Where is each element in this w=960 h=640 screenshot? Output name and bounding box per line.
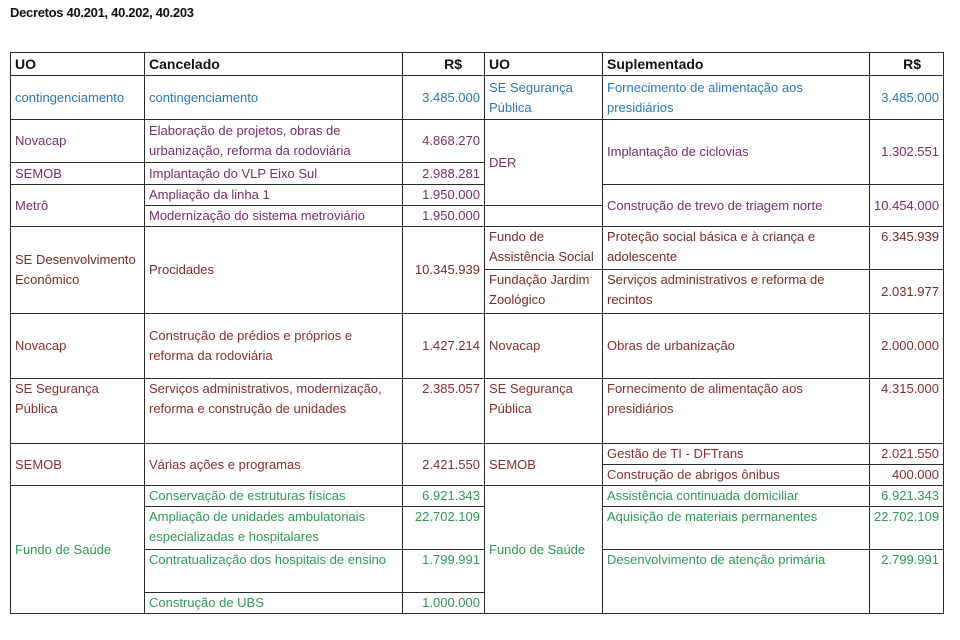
value-cell: 1.302.551	[870, 120, 944, 185]
header-cancelado: Cancelado	[145, 53, 403, 76]
cancelado-cell: Várias ações e programas	[145, 444, 403, 486]
cancelado-cell: Implantação do VLP Eixo Sul	[145, 163, 403, 185]
value-cell: 4.868.270	[403, 120, 485, 163]
header-uo-left: UO	[11, 53, 145, 76]
suplementado-cell: Fornecimento de alimentação aos presidiários	[603, 379, 870, 444]
page-title: Decretos 40.201, 40.202, 40.203	[10, 5, 194, 20]
uo-cell: Metrô	[11, 185, 145, 227]
table-row	[11, 76, 944, 120]
suplementado-cell: Proteção social básica e à criança e adolescente	[603, 227, 870, 270]
header-rs-left: R$	[403, 53, 485, 76]
value-cell: 4.315.000	[870, 379, 944, 444]
uo-cell: SEMOB	[485, 444, 603, 486]
cancelado-cell: Modernização do sistema metroviário	[145, 206, 403, 227]
uo-cell: Fundo de Saúde	[485, 486, 603, 614]
cancelado-cell: contingenciamento	[145, 76, 403, 120]
value-cell: 3.485.000	[870, 76, 944, 120]
table-row	[11, 507, 944, 550]
suplementado-cell: Aquisição de materiais permanentes	[603, 507, 870, 550]
suplementado-cell: Construção de abrigos ônibus	[603, 465, 870, 486]
value-cell: 2.000.000	[870, 314, 944, 379]
value-cell: 2.799.991	[870, 550, 944, 614]
cancelado-cell: Elaboração de projetos, obras de urbanização, reforma da rodoviária	[145, 120, 403, 163]
value-cell: 22.702.109	[403, 507, 485, 550]
value-cell: 6.921.343	[403, 486, 485, 507]
table-row	[11, 379, 944, 444]
cancelado-cell: Procidades	[145, 227, 403, 314]
value-cell: 1.950.000	[403, 206, 485, 227]
cancelado-cell: Serviços administrativos, modernização, reforma e construção de unidades	[145, 379, 403, 444]
value-cell: 2.421.550	[403, 444, 485, 486]
uo-cell: SE Segurança Pública	[485, 76, 603, 120]
uo-cell: Novacap	[485, 314, 603, 379]
value-cell: 22.702.109	[870, 507, 944, 550]
suplementado-cell: Desenvolvimento de atenção primária	[603, 550, 870, 614]
value-cell: 10.454.000	[870, 185, 944, 227]
uo-cell: contingenciamento	[11, 76, 145, 120]
table-row	[11, 314, 944, 379]
value-cell: 2.031.977	[870, 270, 944, 314]
uo-cell: SE Desenvolvimento Econômico	[11, 227, 145, 314]
table-row	[11, 185, 944, 206]
uo-cell: Novacap	[11, 120, 145, 163]
uo-cell: Fundo de Assistência Social	[485, 227, 603, 270]
uo-cell: DER	[485, 120, 603, 206]
header-suplementado: Suplementado	[603, 53, 870, 76]
header-row	[11, 53, 944, 76]
table-row	[11, 444, 944, 465]
value-cell: 6.921.343	[870, 486, 944, 507]
value-cell: 2.988.281	[403, 163, 485, 185]
suplementado-cell: Construção de trevo de triagem norte	[603, 185, 870, 227]
cancelado-cell: Conservação de estruturas físicas	[145, 486, 403, 507]
value-cell: 400.000	[870, 465, 944, 486]
value-cell: 1.950.000	[403, 185, 485, 206]
cancelado-cell: Ampliação de unidades ambulatoriais especializadas e hospitalares	[145, 507, 403, 550]
uo-cell: SEMOB	[11, 444, 145, 486]
uo-cell: Fundação Jardim Zoológico	[485, 270, 603, 314]
suplementado-cell: Implantação de ciclovias	[603, 120, 870, 185]
value-cell: 2.021.550	[870, 444, 944, 465]
suplementado-cell: Assistência continuada domiciliar	[603, 486, 870, 507]
suplementado-cell: Obras de urbanização	[603, 314, 870, 379]
uo-cell: SE Segurança Pública	[11, 379, 145, 444]
header-uo-right: UO	[485, 53, 603, 76]
uo-cell: SE Segurança Pública	[485, 379, 603, 444]
cancelado-cell: Contratualização dos hospitais de ensino	[145, 550, 403, 593]
value-cell: 1.427.214	[403, 314, 485, 379]
uo-cell: Fundo de Saúde	[11, 486, 145, 614]
table-row	[11, 486, 944, 507]
value-cell: 3.485.000	[403, 76, 485, 120]
table-row	[11, 550, 944, 593]
suplementado-cell: Fornecimento de alimentação aos presidiários	[603, 76, 870, 120]
cancelado-cell: Construção de prédios e próprios e reforma da rodoviária	[145, 314, 403, 379]
value-cell: 10.345.939	[403, 227, 485, 314]
value-cell: 1.000.000	[403, 593, 485, 614]
suplementado-cell: Gestão de TI - DFTrans	[603, 444, 870, 465]
cancelado-cell: Construção de UBS	[145, 593, 403, 614]
value-cell: 6.345.939	[870, 227, 944, 270]
uo-cell: Novacap	[11, 314, 145, 379]
decree-table	[10, 52, 944, 614]
table-row	[11, 120, 944, 163]
suplementado-cell: Serviços administrativos e reforma de recintos	[603, 270, 870, 314]
value-cell: 1.799.991	[403, 550, 485, 593]
uo-cell: SEMOB	[11, 163, 145, 185]
cancelado-cell: Ampliação da linha 1	[145, 185, 403, 206]
value-cell: 2.385.057	[403, 379, 485, 444]
header-rs-right: R$	[870, 53, 944, 76]
table-row	[11, 227, 944, 270]
